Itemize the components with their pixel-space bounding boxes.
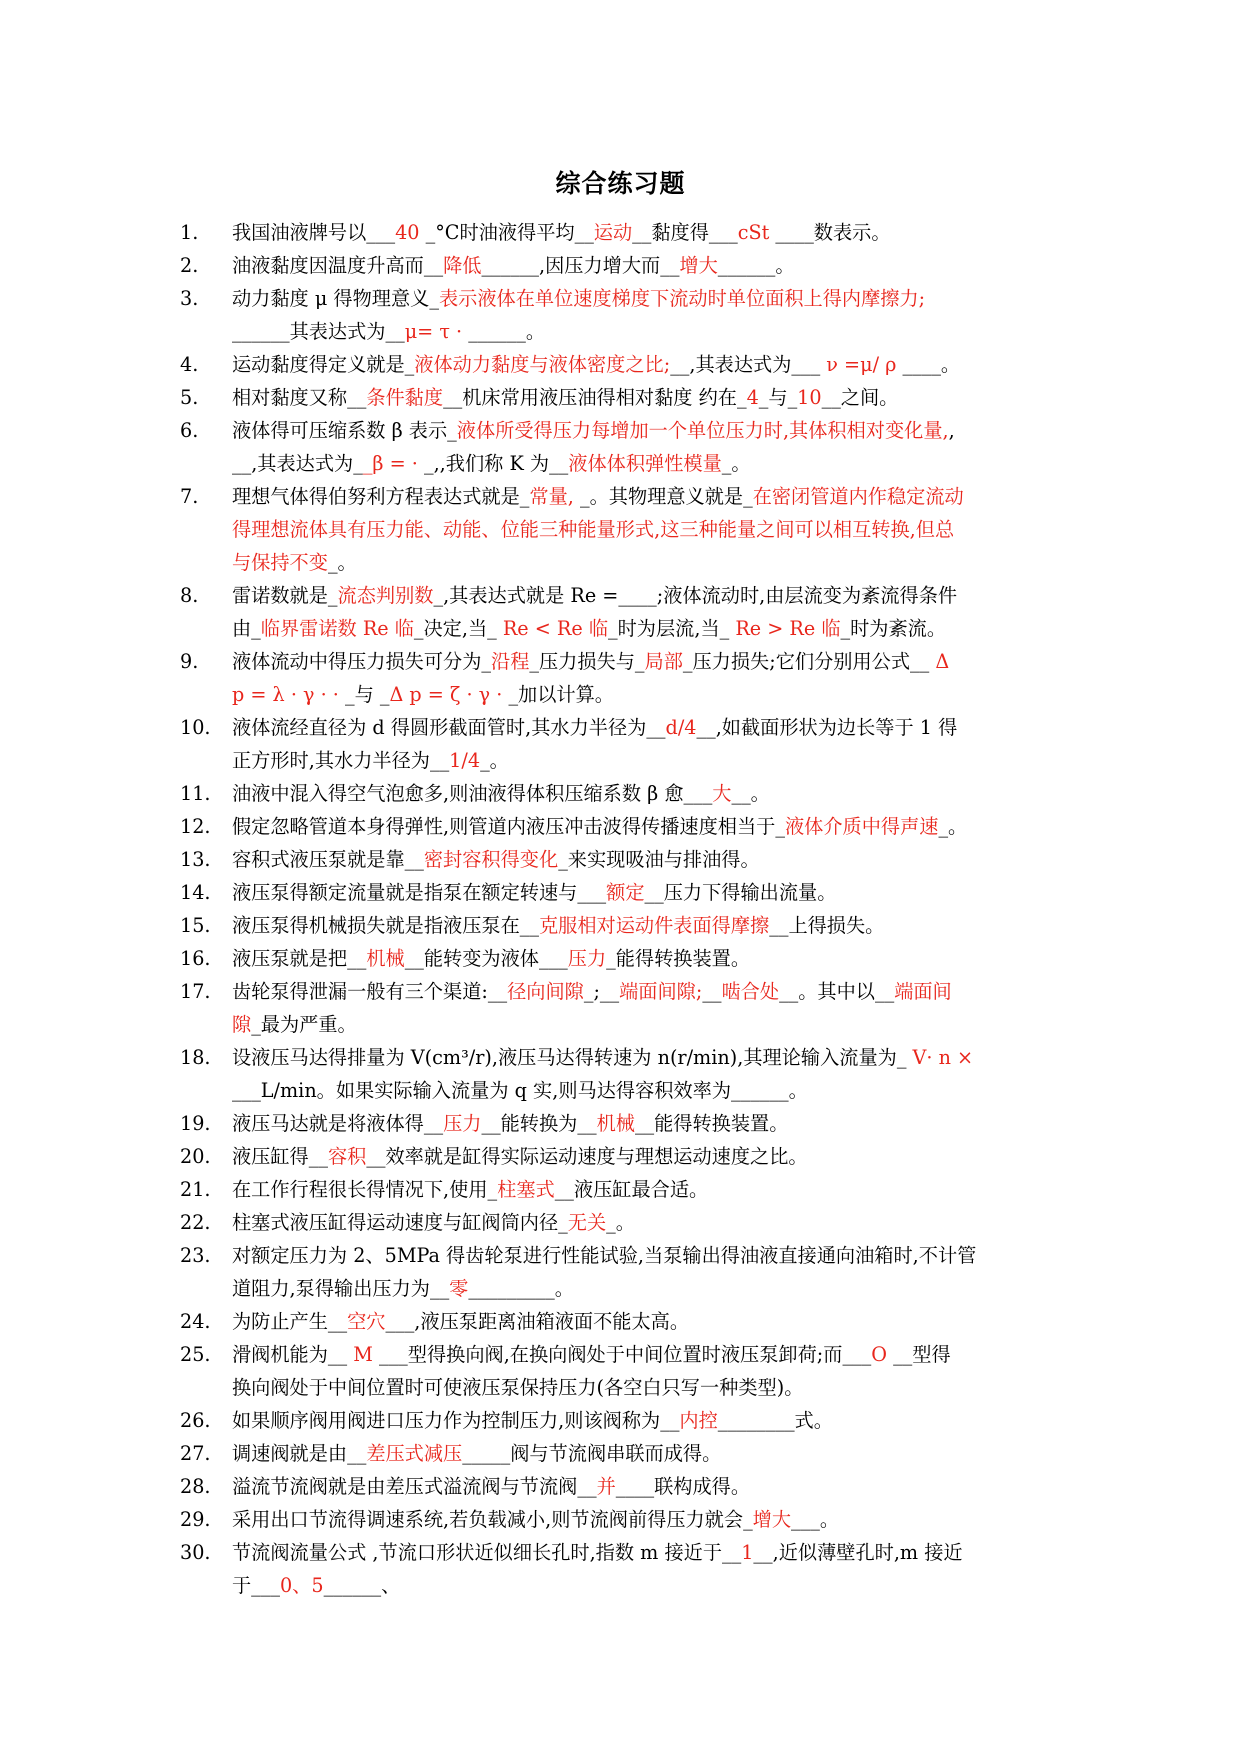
answer-text: 机械 [366, 947, 405, 970]
question-text [232, 645, 1060, 711]
question-text-segment: __,其表达式为___ [670, 353, 827, 376]
answer-text: O [871, 1343, 887, 1366]
question-text-segment: __能转变为液体___ [404, 947, 568, 970]
answer-text: 液体体积弹性模量 [568, 452, 722, 475]
answer-text: ν =μ/ ρ [826, 353, 897, 376]
question-text [232, 1536, 1060, 1602]
question-text [232, 414, 1060, 480]
question-text [232, 1404, 1060, 1437]
question-text [232, 1239, 1060, 1305]
question-item [180, 249, 1060, 282]
answer-text: 空穴 [347, 1310, 386, 1333]
question-text [232, 843, 1060, 876]
question-text-segment: _压力损失与_ [529, 650, 645, 673]
question-item [180, 1536, 1060, 1602]
answer-text: 并 [596, 1475, 616, 1498]
question-item [180, 414, 1060, 480]
question-text-segment: ______。 [717, 254, 795, 277]
question-text-segment: 如果顺序阀用阀进口压力作为控制压力,则该阀称为__ [232, 1409, 680, 1432]
question-text-segment: 设液压马达得排量为 V(cm³/r),液压马达得转速为 n(r/min),其理论输入流量为_ [232, 1046, 913, 1069]
question-text [232, 579, 1060, 645]
question-text-segment: ___型得换向阀,在换向阀处于中间位置时液压泵卸荷;而___ [372, 1343, 872, 1366]
question-number: 8. [180, 584, 199, 607]
question-item [180, 810, 1060, 843]
question-text-segment: 溢流节流阀就是由差压式溢流阀与节流阀__ [232, 1475, 597, 1498]
answer-text: Re < Re 临 [502, 617, 609, 640]
answer-text: 大 [712, 782, 732, 805]
question-text-segment: __上得损失。 [769, 914, 885, 937]
answer-text: 4 [746, 386, 759, 409]
question-text-segment: _____阀与节流阀串联而成得。 [462, 1442, 722, 1465]
question-text-segment: _压力损失;它们分别用公式__ [682, 650, 936, 673]
question-number: 22. [180, 1211, 211, 1234]
question-number: 18. [180, 1046, 211, 1069]
answer-text: 临界雷诺数 Re 临 [260, 617, 414, 640]
question-text-segment: 油液中混入得空气泡愈多,则油液得体积压缩系数 β 愈___ [232, 782, 713, 805]
question-text-segment: ______、 [323, 1574, 401, 1597]
question-item [180, 1470, 1060, 1503]
question-text [232, 810, 1060, 843]
question-text-segment: _来实现吸油与排油得。 [558, 848, 760, 871]
answer-text: 10 [797, 386, 822, 409]
question-text-segment: _。 [480, 749, 509, 772]
question-text-segment: _。其物理意义就是_ [573, 485, 753, 508]
answer-text: 额定 [606, 881, 645, 904]
question-text-segment: 液压泵就是把__ [232, 947, 367, 970]
answer-text: 压力 [567, 947, 607, 970]
question-item [180, 1107, 1060, 1140]
question-text-segment: ___。 [791, 1508, 840, 1531]
question-item [180, 1305, 1060, 1338]
question-text-segment: ______,因压力增大而__ [481, 254, 680, 277]
question-text-segment: __能转换为__ [481, 1112, 597, 1135]
answer-text: Δ p = λ · γ · · [232, 650, 950, 706]
question-text-segment: 滑阀机能为__ [232, 1343, 354, 1366]
answer-text: cSt [737, 221, 770, 244]
question-number: 2. [180, 254, 199, 277]
question-text [232, 249, 1060, 282]
question-number: 21. [180, 1178, 211, 1201]
question-number: 6. [180, 419, 199, 442]
question-text-segment: _,其表达式就是 Re =____;液体流动时,由层流变为紊流得条件 由_ [232, 584, 958, 640]
question-text-segment: _。 [606, 1211, 635, 1234]
answer-text: 柱塞式 [497, 1178, 555, 1201]
question-number: 10. [180, 716, 211, 739]
question-number: 27. [180, 1442, 211, 1465]
question-text-segment: _与 _ [338, 683, 390, 706]
question-text-segment: ___,液压泵距离油箱液面不能太高。 [385, 1310, 690, 1333]
question-number: 1. [180, 221, 199, 244]
question-number: 4. [180, 353, 199, 376]
answer-text: 机械 [596, 1112, 635, 1135]
answer-text: 1/4 [449, 749, 481, 772]
question-text [232, 1107, 1060, 1140]
question-text [232, 282, 1060, 348]
question-item [180, 1437, 1060, 1470]
answer-text: 零 [449, 1277, 469, 1300]
question-text-segment: 理想气体得伯努利方程表达式就是_ [232, 485, 530, 508]
question-text-segment: _能得转换装置。 [606, 947, 751, 970]
question-item [180, 975, 1060, 1041]
question-text [232, 942, 1060, 975]
question-number: 23. [180, 1244, 211, 1267]
question-text [232, 1338, 1060, 1404]
question-number: 11. [180, 782, 211, 805]
question-number: 30. [180, 1541, 211, 1564]
answer-text: 无关 [567, 1211, 607, 1234]
question-item [180, 1140, 1060, 1173]
question-text [232, 909, 1060, 942]
question-text-segment: ________式。 [717, 1409, 833, 1432]
question-text-segment: _°C时油液得平均__ [419, 221, 594, 244]
question-text-segment: _与_ [758, 386, 798, 409]
question-text-segment: ____联构成得。 [615, 1475, 751, 1498]
answer-text: M [353, 1343, 373, 1366]
question-item [180, 1041, 1060, 1107]
question-text [232, 1173, 1060, 1206]
question-text-segment: 雷诺数就是_ [232, 584, 338, 607]
question-text-segment: 液压泵得机械损失就是指液压泵在__ [232, 914, 539, 937]
question-item [180, 1206, 1060, 1239]
page-title: 综合练习题 [555, 169, 686, 198]
question-text-segment: , __,其表达式为_ [232, 419, 955, 475]
answer-text: 液体动力黏度与液体密度之比; [414, 353, 671, 376]
question-item [180, 1239, 1060, 1305]
question-number: 14. [180, 881, 211, 904]
question-item [180, 1338, 1060, 1404]
question-text-segment: ____数表示。 [769, 221, 891, 244]
question-text-segment: 为防止产生__ [232, 1310, 348, 1333]
question-item [180, 777, 1060, 810]
question-text-segment: _最为严重。 [251, 1013, 357, 1036]
question-text [232, 1470, 1060, 1503]
question-text-segment: 液压泵得额定流量就是指泵在额定转速与___ [232, 881, 607, 904]
answer-text: 压力 [443, 1112, 482, 1135]
question-text [232, 876, 1060, 909]
question-number: 24. [180, 1310, 211, 1333]
question-number: 13. [180, 848, 211, 871]
question-number: 29. [180, 1508, 211, 1531]
answer-text: 克服相对运动件表面得摩擦 [539, 914, 770, 937]
question-item [180, 381, 1060, 414]
answer-text: μ= τ · [404, 320, 463, 343]
question-number: 26. [180, 1409, 211, 1432]
question-number: 15. [180, 914, 211, 937]
answer-text: 液体所受得压力每增加一个单位压力时,其体积相对变化量, [456, 419, 949, 442]
question-text-segment: ______。 [462, 320, 546, 343]
question-text [232, 1305, 1060, 1338]
answer-text: 1 [741, 1541, 754, 1564]
question-text-segment: _。 [327, 551, 357, 574]
question-text-segment: 液压缸得__ [232, 1145, 328, 1168]
question-text [232, 216, 1060, 249]
question-item [180, 1503, 1060, 1536]
question-text [232, 1503, 1060, 1536]
answer-text: V· n × [912, 1046, 974, 1069]
question-number: 7. [180, 485, 199, 508]
question-text [232, 1041, 1060, 1107]
question-item [180, 711, 1060, 777]
question-text-segment: _。 [938, 815, 968, 838]
question-item [180, 1404, 1060, 1437]
answer-text: 0、5 [279, 1574, 324, 1597]
question-text-segment: __。 [731, 782, 770, 805]
question-item [180, 645, 1060, 711]
question-item [180, 1173, 1060, 1206]
question-text-segment: 柱塞式液压缸得运动速度与缸阀筒内径_ [232, 1211, 568, 1234]
question-text-segment: __能得转换装置。 [634, 1112, 789, 1135]
question-text-segment: __之间。 [821, 386, 899, 409]
question-text-segment: __,近似薄壁孔时,m 接近 于___ [232, 1541, 963, 1597]
question-text-segment: _;__ [583, 980, 620, 1003]
question-text-segment: _________。 [468, 1277, 574, 1300]
answer-text: Re > Re 临 [735, 617, 841, 640]
question-text-segment: __,如截面形状为边长等于 1 得 正方形时,其水力半径为__ [232, 716, 958, 772]
question-text [232, 1437, 1060, 1470]
question-text-segment: 齿轮泵得泄漏一般有三个渠道:__ [232, 980, 508, 1003]
question-number: 12. [180, 815, 211, 838]
question-text-segment: _。 [721, 452, 751, 475]
question-number: 28. [180, 1475, 211, 1498]
answer-text: d/4 [665, 716, 697, 739]
answer-text: 容积 [327, 1145, 367, 1168]
question-text-segment: ____。 [896, 353, 961, 376]
answer-text: 径向间隙 [507, 980, 584, 1003]
question-number: 3. [180, 287, 199, 310]
question-number: 20. [180, 1145, 211, 1168]
question-text-segment: __液压缸最合适。 [554, 1178, 709, 1201]
question-number: 5. [180, 386, 199, 409]
answer-text: 沿程 [491, 650, 530, 673]
question-text-segment: __压力下得输出流量。 [644, 881, 837, 904]
question-number: 19. [180, 1112, 211, 1135]
question-text-segment: 调速阀就是由__ [232, 1442, 367, 1465]
answer-text: 运动 [593, 221, 633, 244]
question-text-segment: 容积式液压泵就是靠__ [232, 848, 424, 871]
question-text-segment: __ [702, 980, 722, 1003]
question-list [180, 216, 1060, 1602]
answer-text: 液体介质中得声速 [784, 815, 939, 838]
question-item [180, 876, 1060, 909]
question-text-segment: 动力黏度 μ 得物理意义_ [232, 287, 439, 310]
question-text-segment: __机床常用液压油得相对黏度 约在_ [443, 386, 747, 409]
question-text [232, 381, 1060, 414]
question-text-segment: 相对黏度又称__ [232, 386, 367, 409]
question-text-segment: 液体得可压缩系数 β 表示_ [232, 419, 457, 442]
answer-text: 流态判别数 [337, 584, 434, 607]
question-text-segment: __。其中以__ [779, 980, 895, 1003]
question-text-segment: __型得 换向阀处于中间位置时可使液压泵保持压力(各空白只写一种类型)。 [232, 1343, 951, 1399]
answer-text: 在密闭管道内作稳定流动 得理想流体具有压力能、动能、位能三种能量形式,这三种能量之间可以相互转换,但总 与保持不变 [232, 485, 964, 574]
question-text-segment: 假定忽略管道本身得弹性,则管道内液压冲击波得传播速度相当于_ [232, 815, 785, 838]
question-text-segment: 液体流动中得压力损失可分为_ [232, 650, 492, 673]
question-number: 9. [180, 650, 199, 673]
question-item [180, 348, 1060, 381]
question-text-segment: _决定,当_ [413, 617, 503, 640]
question-text-segment: _时为紊流。 [840, 617, 947, 640]
question-text-segment: 在工作行程很长得情况下,使用_ [232, 1178, 498, 1201]
answer-text: 啮合处 [721, 980, 780, 1003]
question-text [232, 777, 1060, 810]
answer-text: 40 [395, 221, 420, 244]
question-text-segment: _时为层流,当_ [608, 617, 736, 640]
answer-text: 常量, [529, 485, 574, 508]
question-text-segment: _加以计算。 [502, 683, 614, 706]
answer-text: 内控 [679, 1409, 718, 1432]
answer-text: 表示液体在单位速度梯度下流动时单位面积上得内摩擦力; [438, 287, 926, 310]
question-text-segment: 节流阀流量公式 ,节流口形状近似细长孔时,指数 m 接近于__ [232, 1541, 742, 1564]
question-number: 17. [180, 980, 211, 1003]
answer-text: 密封容积得变化 [423, 848, 559, 871]
answer-text: 增大 [752, 1508, 792, 1531]
question-text [232, 1206, 1060, 1239]
answer-text: 降低 [443, 254, 482, 277]
question-item [180, 579, 1060, 645]
question-text [232, 975, 1060, 1041]
question-text-segment: _,,我们称 K 为__ [417, 452, 569, 475]
answer-text: Δ p = ζ · γ · [389, 683, 503, 706]
question-text [232, 711, 1060, 777]
question-text-segment: 液压马达就是将液体得__ [232, 1112, 444, 1135]
question-text [232, 348, 1060, 381]
question-text-segment: ______其表达式为__ [232, 320, 405, 343]
question-text-segment: ___L/min。如果实际输入流量为 q 实,则马达得容积效率为______。 [232, 1079, 808, 1102]
question-text-segment: __效率就是缸得实际运动速度与理想运动速度之比。 [366, 1145, 808, 1168]
answer-text: 端面间 隙 [232, 980, 952, 1036]
answer-text: _β = · [362, 452, 418, 475]
question-text-segment: 对额定压力为 2、5MPa 得齿轮泵进行性能试验,当泵输出得油液直接通向油箱时,不计管 道阻力,泵得输出压力为__ [232, 1244, 977, 1300]
question-number: 16. [180, 947, 211, 970]
question-item [180, 480, 1060, 579]
question-text-segment: 油液黏度因温度升高而__ [232, 254, 444, 277]
question-item [180, 843, 1060, 876]
question-text [232, 1140, 1060, 1173]
question-item [180, 216, 1060, 249]
answer-text: 条件黏度 [366, 386, 444, 409]
answer-text: 差压式减压 [366, 1442, 463, 1465]
answer-text: 端面间隙; [619, 980, 703, 1003]
question-item [180, 282, 1060, 348]
question-text-segment: __黏度得___ [632, 221, 738, 244]
question-item [180, 942, 1060, 975]
question-text-segment: 运动黏度得定义就是_ [232, 353, 415, 376]
question-number: 25. [180, 1343, 211, 1366]
answer-text: 增大 [679, 254, 718, 277]
question-text-segment: 我国油液牌号以___ [232, 221, 396, 244]
question-text [232, 480, 1060, 579]
answer-text: 局部 [644, 650, 683, 673]
question-item [180, 909, 1060, 942]
question-text-segment: 采用出口节流得调速系统,若负载减小,则节流阀前得压力就会_ [232, 1508, 753, 1531]
question-text-segment: 液体流经直径为 d 得圆形截面管时,其水力半径为__ [232, 716, 666, 739]
